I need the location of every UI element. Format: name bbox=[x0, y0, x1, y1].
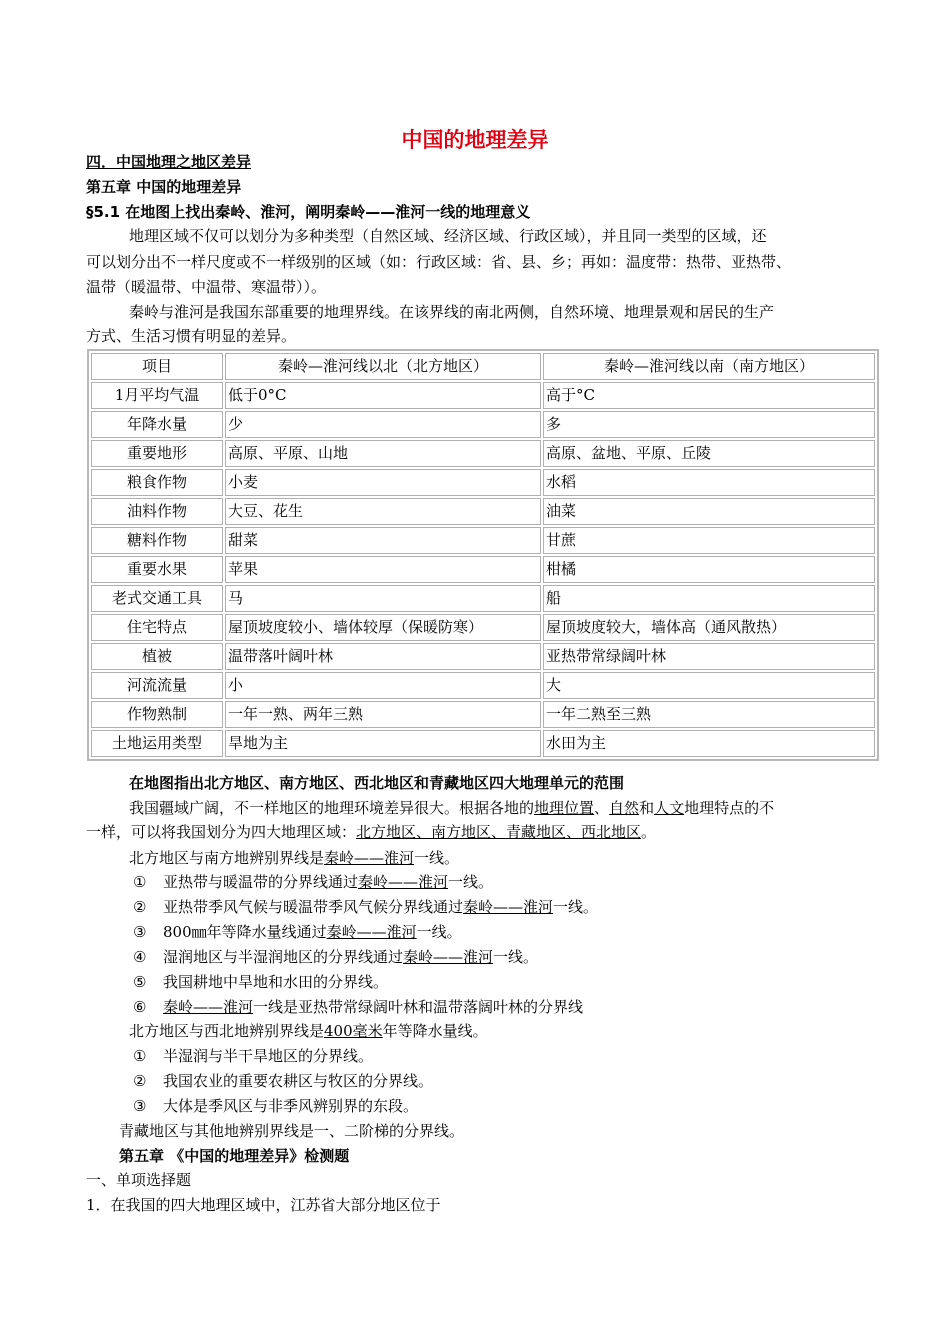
table-cell: 重要水果 bbox=[91, 556, 223, 583]
section-heading: §5.1 在地图上找出秦岭、淮河，阐明秦岭——淮河一线的地理意义 bbox=[86, 203, 531, 221]
item-number: ③ bbox=[133, 1097, 147, 1115]
table-cell: 粮食作物 bbox=[91, 469, 223, 496]
test-heading: 第五章 《中国的地理差异》检测题 bbox=[119, 1147, 350, 1165]
text-span: 大体是季风区与非季风辨别界的东段。 bbox=[163, 1097, 419, 1115]
table-cell: 船 bbox=[543, 585, 875, 612]
page-title: 中国的地理差异 bbox=[401, 128, 549, 152]
table-cell: 一年一熟、两年三熟 bbox=[225, 701, 541, 728]
item-number: ① bbox=[133, 1047, 147, 1065]
table-header-cell: 秦岭—淮河线以北（北方地区） bbox=[225, 353, 541, 380]
item-number: ① bbox=[133, 873, 147, 891]
table-cell: 作物熟制 bbox=[91, 701, 223, 728]
underlined-term: 自然 bbox=[609, 799, 640, 817]
table-cell: 大 bbox=[543, 672, 875, 699]
table-header-row bbox=[91, 353, 875, 380]
table-row bbox=[91, 382, 875, 409]
underlined-term: 秦岭——淮河 bbox=[463, 898, 554, 916]
table-cell: 亚热带常绿阔叶林 bbox=[543, 643, 875, 670]
table-row bbox=[91, 643, 875, 670]
text-span: 北方地区与西北地辨别界线是 bbox=[129, 1022, 325, 1040]
table-cell: 低于0°C bbox=[225, 382, 541, 409]
text-span: 我国疆域广阔，不一样地区的地理环境差异很大。根据各地的 bbox=[129, 799, 535, 817]
item-number: ④ bbox=[133, 948, 147, 966]
table-cell: 屋顶坡度较大，墙体高（通风散热） bbox=[543, 614, 875, 641]
table-cell: 马 bbox=[225, 585, 541, 612]
paragraph-line: 可以划分出不一样尺度或不一样级别的区域（如：行政区域：省、县、乡；再如：温度带：热带、亚热带、 bbox=[86, 253, 792, 271]
text-span: 一线。 bbox=[493, 948, 539, 966]
underlined-term: 人文 bbox=[654, 799, 685, 817]
table-row bbox=[91, 469, 875, 496]
paragraph-line bbox=[86, 822, 656, 842]
chapter-heading: 第五章 中国的地理差异 bbox=[86, 178, 242, 196]
item-number: ⑥ bbox=[133, 998, 147, 1016]
text-span: 一线。 bbox=[553, 898, 599, 916]
table-row bbox=[91, 614, 875, 641]
table-cell: 水田为主 bbox=[543, 730, 875, 757]
text-span: 和 bbox=[639, 799, 655, 817]
paragraph-line: 温带（暖温带、中温带、寒温带））。 bbox=[86, 278, 327, 296]
table-cell: 高于°C bbox=[543, 382, 875, 409]
table-header-cell: 项目 bbox=[91, 353, 223, 380]
table-cell: 高原、盆地、平原、丘陵 bbox=[543, 440, 875, 467]
paragraph-line bbox=[129, 798, 774, 818]
table-cell: 柑橘 bbox=[543, 556, 875, 583]
table-cell: 屋顶坡度较小、墙体较厚（保暖防寒） bbox=[225, 614, 541, 641]
text-span: 、 bbox=[594, 799, 610, 817]
list-item bbox=[133, 897, 598, 917]
underlined-term: 地理位置 bbox=[534, 799, 595, 817]
text-span: 年等降水量线。 bbox=[382, 1022, 488, 1040]
paragraph-line: 地理区域不仅可以划分为多种类型（自然区域、经济区域、行政区域），并且同一类型的区域，还 bbox=[129, 227, 767, 245]
table-cell: 土地运用类型 bbox=[91, 730, 223, 757]
table-cell: 糖料作物 bbox=[91, 527, 223, 554]
table-cell: 油菜 bbox=[543, 498, 875, 525]
table-row bbox=[91, 498, 875, 525]
text-span: 亚热带季风气候与暖温带季风气候分界线通过 bbox=[163, 898, 464, 916]
section-heading-2: 在地图指出北方地区、南方地区、西北地区和青藏地区四大地理单元的范围 bbox=[129, 774, 625, 792]
table-cell: 多 bbox=[543, 411, 875, 438]
boundary-line bbox=[129, 1021, 488, 1041]
table-cell: 温带落叶阔叶林 bbox=[225, 643, 541, 670]
table-header-cell: 秦岭—淮河线以南（南方地区） bbox=[543, 353, 875, 380]
text-span: 一线是亚热带常绿阔叶林和温带落阔叶林的分界线 bbox=[253, 998, 584, 1016]
table-row bbox=[91, 440, 875, 467]
table-cell: 老式交通工具 bbox=[91, 585, 223, 612]
table-cell: 重要地形 bbox=[91, 440, 223, 467]
table-cell: 旱地为主 bbox=[225, 730, 541, 757]
table-cell: 甘蔗 bbox=[543, 527, 875, 554]
list-item bbox=[133, 1096, 418, 1116]
table-row bbox=[91, 701, 875, 728]
table-cell: 植被 bbox=[91, 643, 223, 670]
list-item bbox=[133, 947, 538, 967]
table-cell: 小 bbox=[225, 672, 541, 699]
unit-heading: 四．中国地理之地区差异 bbox=[86, 153, 252, 171]
underlined-term: 秦岭——淮河 bbox=[326, 923, 417, 941]
text-span: 800㎜年等降水量线通过 bbox=[163, 923, 327, 941]
list-item bbox=[133, 972, 388, 992]
table-row bbox=[91, 730, 875, 757]
item-number: ② bbox=[133, 1072, 147, 1090]
boundary-line: 青藏地区与其他地辨别界线是一、二阶梯的分界线。 bbox=[119, 1122, 465, 1140]
text-span: 亚热带与暖温带的分界线通过 bbox=[163, 873, 359, 891]
text-span: 我国耕地中旱地和水田的分界线。 bbox=[163, 973, 389, 991]
item-number: ② bbox=[133, 898, 147, 916]
paragraph-line: 秦岭与淮河是我国东部重要的地理界线。在该界线的南北两侧，自然环境、地理景观和居民的生产 bbox=[129, 303, 775, 321]
table-cell: 1月平均气温 bbox=[91, 382, 223, 409]
table-row bbox=[91, 411, 875, 438]
list-item bbox=[133, 922, 462, 942]
table-cell: 高原、平原、山地 bbox=[225, 440, 541, 467]
underlined-term: 秦岭——淮河 bbox=[324, 849, 415, 867]
underlined-term: 秦岭——淮河 bbox=[163, 998, 254, 1016]
table-cell: 一年二熟至三熟 bbox=[543, 701, 875, 728]
item-number: ⑤ bbox=[133, 973, 147, 991]
list-item bbox=[133, 1071, 433, 1091]
table-cell: 苹果 bbox=[225, 556, 541, 583]
table-cell: 年降水量 bbox=[91, 411, 223, 438]
table-cell: 河流流量 bbox=[91, 672, 223, 699]
paragraph-line: 方式、生活习惯有明显的差异。 bbox=[86, 327, 297, 345]
underlined-term: 秦岭——淮河 bbox=[403, 948, 494, 966]
text-span: 湿润地区与半湿润地区的分界线通过 bbox=[163, 948, 404, 966]
table-row bbox=[91, 527, 875, 554]
text-span: 一线。 bbox=[416, 923, 462, 941]
underlined-term: 400毫米 bbox=[324, 1022, 383, 1040]
table-cell: 水稻 bbox=[543, 469, 875, 496]
comparison-table bbox=[87, 349, 879, 761]
list-item bbox=[133, 872, 493, 892]
table-row bbox=[91, 585, 875, 612]
underlined-term: 北方地区、南方地区、青藏地区、西北地区 bbox=[356, 823, 642, 841]
text-span: 。 bbox=[641, 823, 657, 841]
table-cell: 甜菜 bbox=[225, 527, 541, 554]
table-row bbox=[91, 672, 875, 699]
item-number: ③ bbox=[133, 923, 147, 941]
text-span: 一样，可以将我国划分为四大地理区域： bbox=[86, 823, 357, 841]
table-cell: 住宅特点 bbox=[91, 614, 223, 641]
table-cell: 油料作物 bbox=[91, 498, 223, 525]
text-span: 一线。 bbox=[448, 873, 494, 891]
table-cell: 小麦 bbox=[225, 469, 541, 496]
text-span: 半湿润与半干旱地区的分界线。 bbox=[163, 1047, 374, 1065]
table-cell: 少 bbox=[225, 411, 541, 438]
question-1: 1．在我国的四大地理区域中，江苏省大部分地区位于 bbox=[86, 1196, 441, 1214]
text-span: 北方地区与南方地辨别界线是 bbox=[129, 849, 325, 867]
table-cell: 大豆、花生 bbox=[225, 498, 541, 525]
boundary-line bbox=[129, 848, 459, 868]
question-type: 一、单项选择题 bbox=[86, 1171, 192, 1189]
underlined-term: 秦岭——淮河 bbox=[358, 873, 449, 891]
text-span: 一线。 bbox=[414, 849, 460, 867]
list-item bbox=[133, 997, 583, 1017]
list-item bbox=[133, 1046, 373, 1066]
text-span: 我国农业的重要农耕区与牧区的分界线。 bbox=[163, 1072, 434, 1090]
table-row bbox=[91, 556, 875, 583]
text-span: 地理特点的不 bbox=[684, 799, 775, 817]
